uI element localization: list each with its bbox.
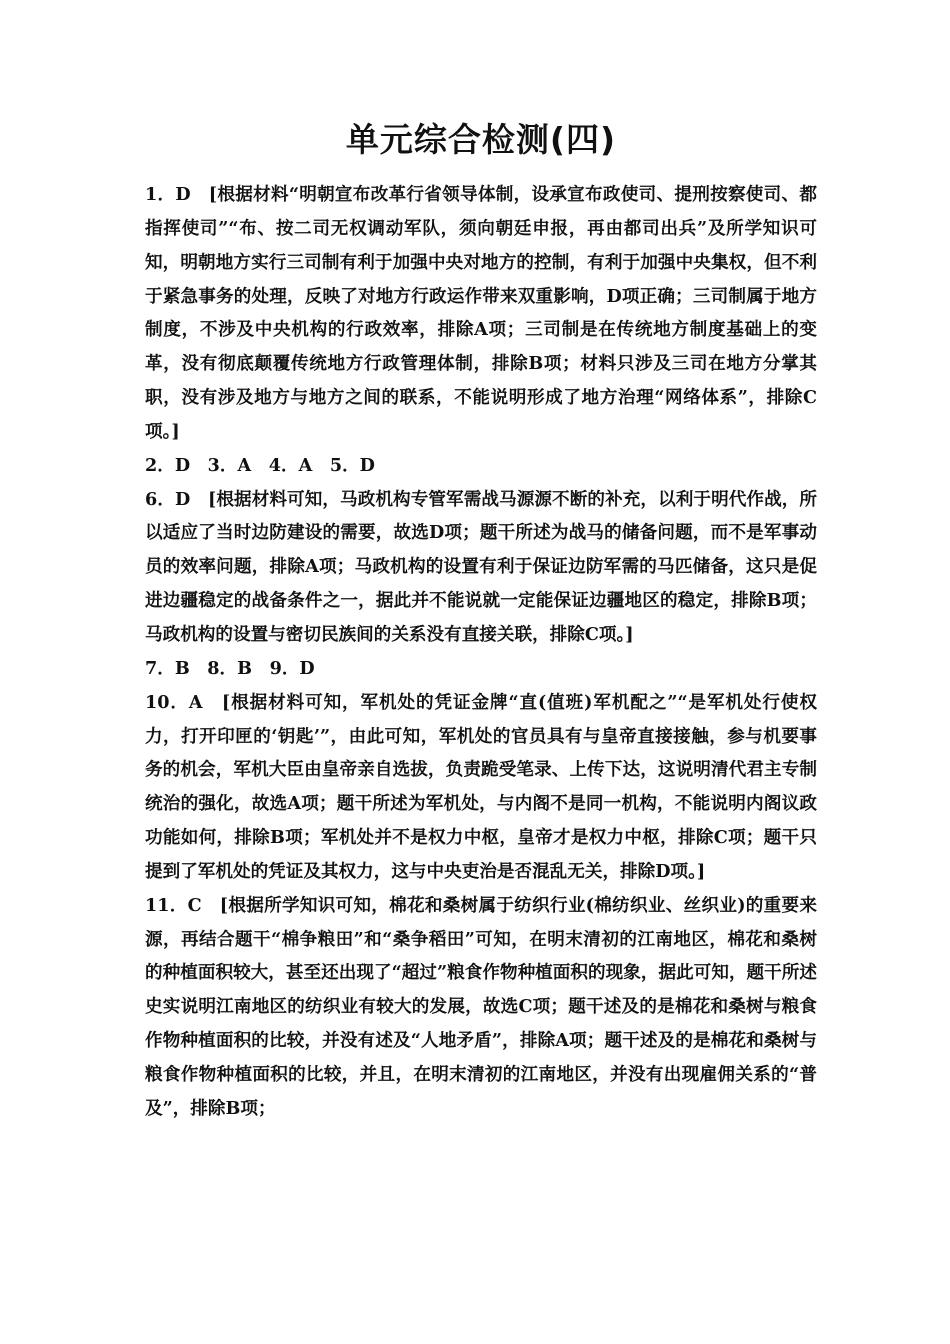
page-title: 单元综合检测(四) xyxy=(345,120,617,159)
answer-item-11: 11．C [根据所学知识可知，棉花和桑树属于纺织行业(棉纺织业、丝织业)的重要来源，再结合题干“棉争粮田”和“桑争稻田”可知，在明末清初的江南地区，棉花和桑树的种植面积较大，甚至还出现了“超过”粮食作物种植面积的现象，据此可知，题干所述史实说明江南地区的纺织业有较大的发展，故选C项；题干述及的是棉花和桑树与粮食作物种植面积的比较，并没有述及“人地矛盾”，排除A项；题干述及的是棉花和桑树与粮食作物种植面积的比较，并且，在明末清初的江南地区，并没有出现雇佣关系的“普及”，排除B项； xyxy=(145,894,817,1119)
answer-item-10: 10．A [根据材料可知，军机处的凭证金牌“直(值班)军机配之”“是军机处行使权力，打开印匣的‘钥匙’”，由此可知，军机处的官员具有与皇帝直接接触，参与机要事务的机会，军机大臣由皇帝亲自选拔，负责跪受笔录、上传下达，这说明清代君主专制统治的强化，故选A项；题干所述为军机处，与内阁不是同一机构，不能说明内阁议政功能如何，排除B项；军机处并不是权力中枢，皇帝才是权力中枢，排除C项；题干只提到了军机处的凭证及其权力，这与中央吏治是否混乱无关，排除D项。] xyxy=(145,691,817,882)
answer-item-7-9: 7．B 8．B 9．D xyxy=(145,657,315,679)
answer-item-2-5: 2．D 3．A 4．A 5．D xyxy=(145,454,375,476)
document-page xyxy=(145,118,817,1126)
answer-content xyxy=(145,178,817,1126)
answer-item-6: 6．D [根据材料可知，马政机构专管军需战马源源不断的补充，以利于明代作战，所以适应了当时边防建设的需要，故选D项；题干所述为战马的储备问题，而不是军事动员的效率问题，排除A项；马政机构的设置有利于保证边防军需的马匹储备，这只是促进边疆稳定的战备条件之一，据此并不能说就一定能保证边疆地区的稳定，排除B项；马政机构的设置与密切民族间的关系没有直接关联，排除C项。] xyxy=(145,488,817,645)
answer-item-1: 1．D [根据材料“明朝宣布改革行省领导体制，设承宣布政使司、提刑按察使司、都指挥使司”“布、按二司无权调动军队，须向朝廷申报，再由都司出兵”及所学知识可知，明朝地方实行三司制有利于加强中央对地方的控制，有利于加强中央集权，但不利于紧急事务的处理，反映了对地方行政运作带来双重影响，D项正确；三司制属于地方制度，不涉及中央机构的行政效率，排除A项；三司制是在传统地方制度基础上的变革，没有彻底颠覆传统地方行政管理体制，排除B项；材料只涉及三司在地方分掌其职，没有涉及地方与地方之间的联系，不能说明形成了地方治理“网络体系”，排除C项。] xyxy=(145,184,817,442)
